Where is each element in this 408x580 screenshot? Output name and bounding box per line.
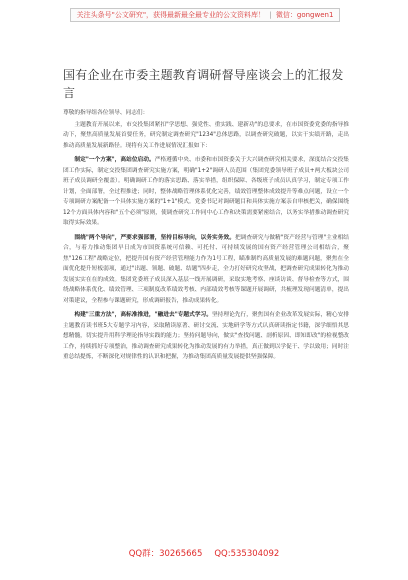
qq-number: QQ:535304092 — [214, 549, 280, 559]
banner-separator: | — [269, 11, 272, 19]
salutation: 尊敬的指导组各位领导、同志们： — [63, 110, 149, 116]
section-paragraph-3 — [63, 310, 349, 363]
section-paragraph-2 — [63, 233, 349, 307]
section-body-3: 坚持理论先行，聚焦国有企业改革发展实际，精心安排主题教育读书班5大专题学习内容，采取精读原著、研讨交流、实地研学等方式认真研读指定书籍，深学细悟其思想精髓，切实提升用科学理论指导实践的能力；坚持问题导向，做实"查找问题、剖析原因、即知即改"的检视整改工作，持续抓好专项整治，推动调查研究成果转化为推动发展的有力举措，真正做到以学促干、学以致用；同时注重总结提炼，不断深化对规律性的认识和把握，为推动集团高质量发展提供坚强保障。 — [63, 312, 349, 360]
document-title: 国有企业在市委主题教育调研督导座谈会上的汇报发言 — [63, 68, 344, 100]
banner-wechat-link[interactable]: 微信：gongwen1 — [275, 11, 334, 19]
document-body — [63, 108, 349, 363]
promo-banner[interactable] — [70, 8, 340, 22]
section-lead-1: 制定"一个方案"，高站位启动。 — [74, 157, 155, 163]
section-paragraph-1 — [63, 155, 349, 229]
contact-footer — [0, 547, 408, 559]
banner-text: 关注头条号"公文研究"，获得最新最全最专业的公文资料库！ — [76, 11, 266, 19]
section-body-1: 严格遵循中央、市委和市国资委关于大兴调查研究相关要求，深度结合交投集团工作实际，制定交投集团调查研究实施方案，明确"1+2"调研人员范围（集团党委领导班子成员+两大板块公司班子成员调研全覆盖）。明确调研工作的落实思路、落实举措，组织保障、各级班子成员认真学习，制定专项工作计划，全面部署，全过程推进；同时，整体战略管理体系优化完善，绩效管理整体成效提升等难点问题，设立一个专项调研方案配备一个具体实施方案的"1+1"模式。党委书记对调研题目和具体实施方案亲自审核把关，确保围绕12个方面具体内容和"五个必须"原则，使调查研究工作同中心工作和决策需要紧密结合，以务实举措推动调查研究取得实际效果。 — [63, 157, 349, 226]
qq-group-number: QQ群：30265665 — [128, 549, 203, 559]
section-lead-2: 围绕"两个导向"，严要求强部署，坚持目标导向，以务实务效。 — [74, 234, 235, 241]
intro-paragraph: 主题教育开展以来，市交投集团紧扣"学思想、强党性、重实践、建新功"的总要求，在市国资委党委的指导推动下，聚焦高质量发展首要任务，研究制定调查研究"1234"总体思路，以调查研究破题，以实干实绩开路，走出推动高质量发展新路径。现将有关工作进展情况汇报如下： — [63, 121, 349, 149]
section-lead-3: 构建"三重方法"，高标准推进，"融进去"专题式学习。 — [74, 312, 212, 318]
section-body-2: 把调查研究与做精"资产经营与管理"主业相结合，与着力推动集团早日成为市国资系统可信赖、可托付、可持续发展的国有资产经营管理公司相结合，聚焦"126工程"战略定位，把提升国有资产经营管理能力作为1号工程，瞄准制约高质量发展的难题问题，聚焦在全面优化提升短板弱项，通过"出题、领题、破题、结题"四步走，全力打好研究攻坚战，把调查研究成果转化为推动发展实实在在的成效。集团党委班子成员深入基层一线开展调研，采取实地考察、座谈访谈、督导检查等方式，围绕战略体系优化、绩效管理、三项制度改革绩效考核、内部绩效考核等课题开展调研，共梳理发现问题清单，提出对策建议，全程参与课题研究，形成调研报告，推动成果转化。 — [63, 234, 349, 304]
